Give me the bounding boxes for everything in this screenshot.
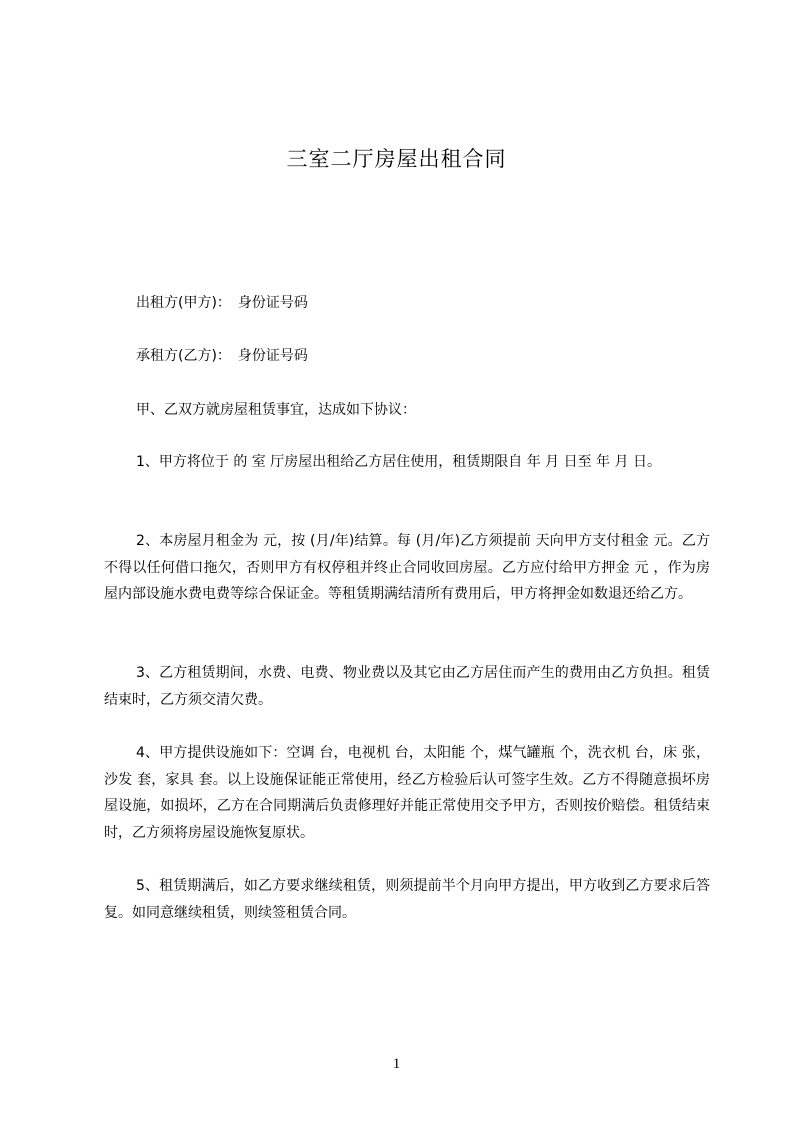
clause-3: 3、乙方租赁期间，水费、电费、物业费以及其它由乙方居住而产生的费用由乙方负担。租赁结束时，乙方须交清欠费。 <box>104 665 710 708</box>
clause-5: 5、租赁期满后，如乙方要求继续租赁，则须提前半个月向甲方提出，甲方收到乙方要求后答复。如同意继续租赁，则续签租赁合同。 <box>104 878 710 921</box>
agreement-intro: 甲、乙双方就房屋租赁事宜，达成如下协议： <box>136 402 416 418</box>
clause-4: 4、甲方提供设施如下：空调 台，电视机 台，太阳能 个，煤气罐瓶 个，洗衣机 台，床 张，沙发 套，家具 套。以上设施保证能正常使用，经乙方检验后认可签字生效。乙方不得随意损坏房屋设施，如损坏，乙方在合同期满后负责修理好并能正常使用交予甲方，否则按价赔偿。租赁结束时，乙方须将房屋设施恢复原状。 <box>104 745 710 841</box>
clause-2: 2、本房屋月租金为 元，按 (月/年)结算。每 (月/年)乙方须提前 天向甲方支付租金 元。乙方不得以任何借口拖欠，否则甲方有权停租并终止合同收回房屋。乙方应付给甲方押金 元 ，作为房屋内部设施水费电费等综合保证金。等租赁期满结清所有费用后，甲方将押金如数退还给乙方。 <box>104 533 710 602</box>
lessee-line: 承租方(乙方)： 身份证号码 <box>136 348 308 364</box>
lessor-line: 出租方(甲方)： 身份证号码 <box>136 295 308 311</box>
page-number: 1 <box>392 1056 401 1072</box>
clause-1: 1、甲方将位于 的 室 厅房屋出租给乙方居住使用，租赁期限自 年 月 日至 年 月 日。 <box>136 454 661 470</box>
document-title: 三室二厅房屋出租合同 <box>286 147 507 171</box>
